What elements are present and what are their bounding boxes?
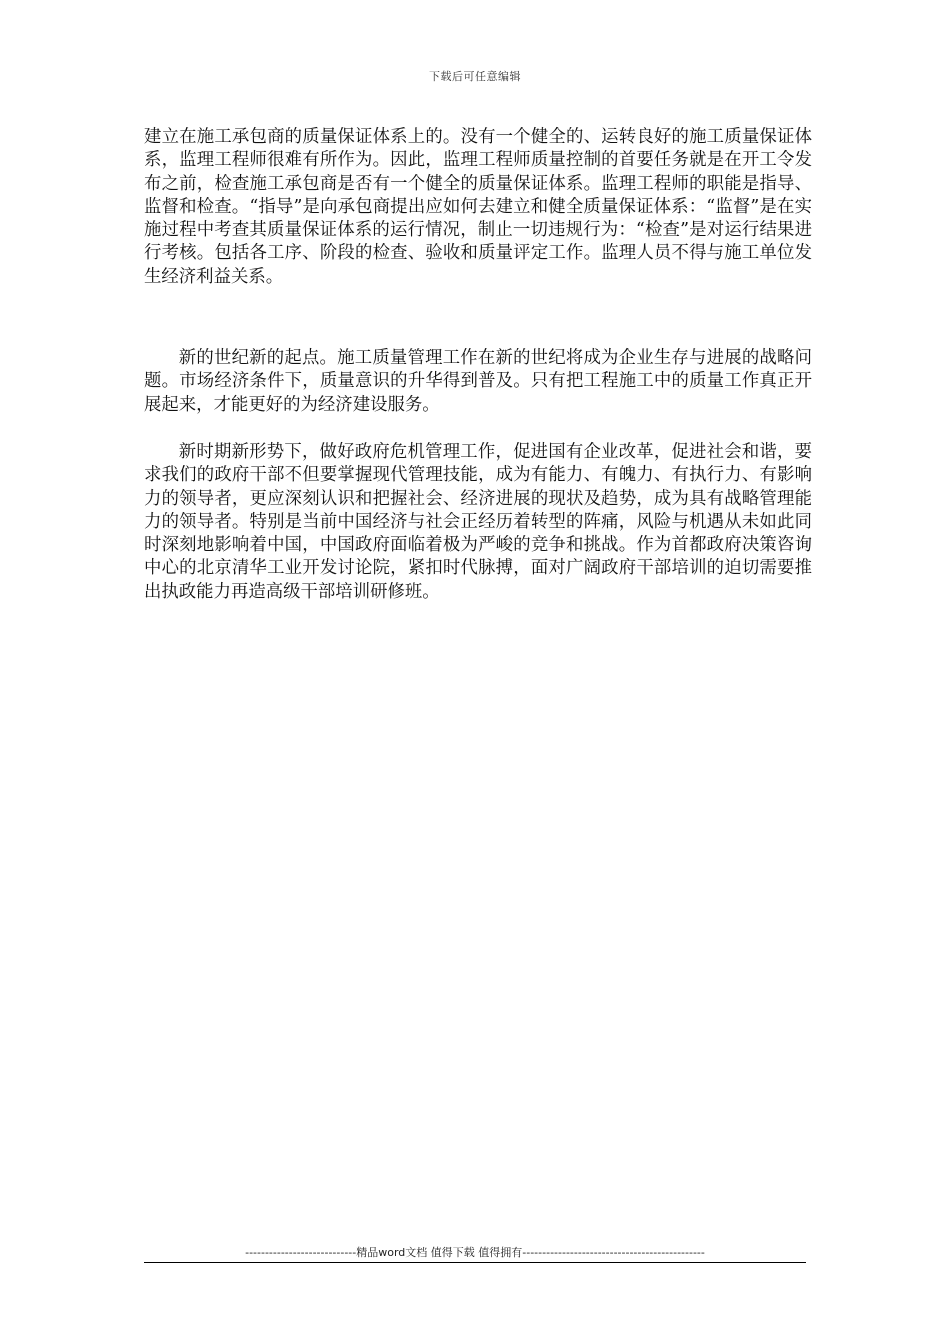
page-footer: ----------------------------精品word文档 值得下载 值得拥有---------------------------------------------- (245, 1246, 705, 1259)
footer-rule (144, 1262, 806, 1263)
paragraph-1: 建立在施工承包商的质量保证体系上的。没有一个健全的、运转良好的施工质量保证体系，监理工程师很难有所作为。因此，监理工程师质量控制的首要任务就是在开工令发布之前，检查施工承包商是否有一个健全的质量保证体系。监理工程师的职能是指导、监督和检查。“指导”是向承包商提出应如何去建立和健全质量保证体系：“监督”是在实施过程中考查其质量保证体系的运行情况，制止一切违规行为：“检查”是对运行结果进行考核。包括各工序、阶段的检查、验收和质量评定工作。监理人员不得与施工单位发生经济利益关系。 (144, 127, 812, 287)
document-body (144, 126, 812, 604)
paragraph-2: 新的世纪新的起点。施工质量管理工作在新的世纪将成为企业生存与进展的战略问题。市场经济条件下，质量意识的升华得到普及。只有把工程施工中的质量工作真正开展起来，才能更好的为经济建设服务。 (144, 348, 812, 415)
paragraph-3: 新时期新形势下，做好政府危机管理工作，促进国有企业改革，促进社会和谐，要求我们的政府干部不但要掌握现代管理技能，成为有能力、有魄力、有执行力、有影响力的领导者，更应深刻认识和把握社会、经济进展的现状及趋势，成为具有战略管理能力的领导者。特别是当前中国经济与社会正经历着转型的阵痛，风险与机遇从未如此同时深刻地影响着中国，中国政府面临着极为严峻的竞争和挑战。作为首都政府决策咨询中心的北京清华工业开发讨论院，紧扣时代脉搏，面对广阔政府干部培训的迫切需要推出执政能力再造高级干部培训研修班。 (144, 441, 812, 602)
page-header: 下载后可任意编辑 (429, 70, 521, 83)
